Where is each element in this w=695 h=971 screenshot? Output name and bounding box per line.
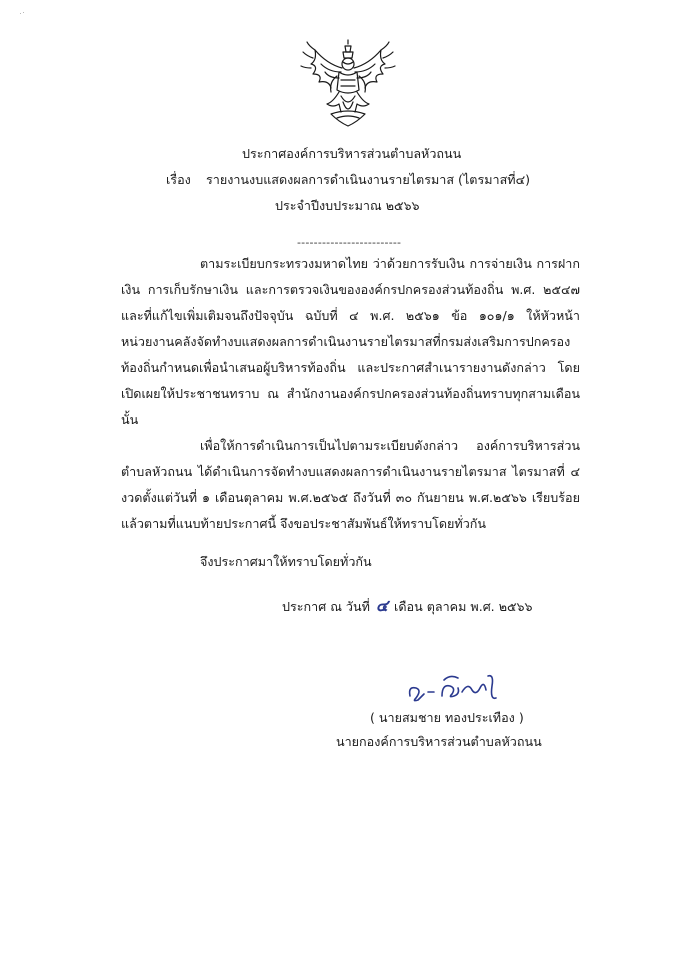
date-suffix: เดือน ตุลาคม พ.ศ. ๒๕๖๖	[394, 599, 533, 614]
announcement-date	[282, 598, 533, 615]
scan-speck	[20, 12, 25, 16]
subject-label: เรื่อง	[166, 172, 191, 187]
garuda-emblem-icon	[297, 38, 399, 130]
paragraph-1-line: ตามระเบียบกระทรวงมหาดไทย ว่าด้วยการรับเงิน การจ่ายเงิน การฝาก	[200, 256, 580, 271]
paragraph-1-line: ท้องถิ่นกำหนดเพื่อนำเสนอผู้บริหารท้องถิ่น และประกาศสำเนารายงานดังกล่าว โดย	[121, 360, 580, 375]
paragraph-2-line: ตำบลหัวถนน ได้ดำเนินการจัดทำงบแสดงผลการดำเนินงานรายไตรมาส ไตรมาสที่ ๔	[121, 464, 580, 479]
paragraph-1-line: และที่แก้ไขเพิ่มเติมจนถึงปัจจุบัน ฉบับที่ ๔ พ.ศ. ๒๕๖๑ ข้อ ๑๐๑/๑ ให้หัวหน้า	[121, 308, 580, 323]
subject-text: รายงานงบแสดงผลการดำเนินงานรายไตรมาส (ไตรมาสที่๔)	[206, 172, 531, 187]
closing-statement: จึงประกาศมาให้ทราบโดยทั่วกัน	[200, 554, 372, 569]
paragraph-1-line: นั้น	[121, 412, 139, 427]
paragraph-1-line: หน่วยงานคลังจัดทำงบแสดงผลการดำเนินงานรายไตรมาสที่กรมส่งเสริมการปกครอง	[121, 334, 571, 349]
paragraph-2-line: เพื่อให้การดำเนินการเป็นไปตามระเบียบดังกล่าว องค์การบริหารส่วน	[200, 438, 580, 453]
separator-line: -------------------------	[297, 236, 402, 249]
paragraph-2-line: แล้วตามที่แนบท้ายประกาศนี้ จึงขอประชาสัมพันธ์ให้ทราบโดยทั่วกัน	[121, 516, 486, 531]
fiscal-year-line: ประจำปีงบประมาณ ๒๕๖๖	[275, 198, 420, 213]
paragraph-2-line: งวดตั้งแต่วันที่ ๑ เดือนตุลาคม พ.ศ.๒๕๖๕ ถึงวันที่ ๓๐ กันยายน พ.ศ.๒๕๖๖ เรียบร้อย	[121, 490, 580, 505]
handwritten-signature	[398, 666, 518, 710]
date-prefix: ประกาศ ณ วันที่	[282, 599, 370, 614]
announcement-title: ประกาศองค์การบริหารส่วนตำบลหัวถนน	[242, 146, 462, 161]
signer-name: ( นายสมชาย ทองประเทือง )	[370, 710, 524, 725]
paragraph-1-line: เปิดเผยให้ประชาชนทราบ ณ สำนักงานองค์กรปกครองส่วนท้องถิ่นทราบทุกสามเดือน	[121, 386, 580, 401]
paragraph-1-line: เงิน การเก็บรักษาเงิน และการตรวจเงินขององค์กรปกครองส่วนท้องถิ่น พ.ศ. ๒๕๔๗	[121, 282, 580, 297]
handwritten-day: ๔	[375, 596, 389, 615]
signer-title: นายกองค์การบริหารส่วนตำบลหัวถนน	[336, 734, 542, 749]
